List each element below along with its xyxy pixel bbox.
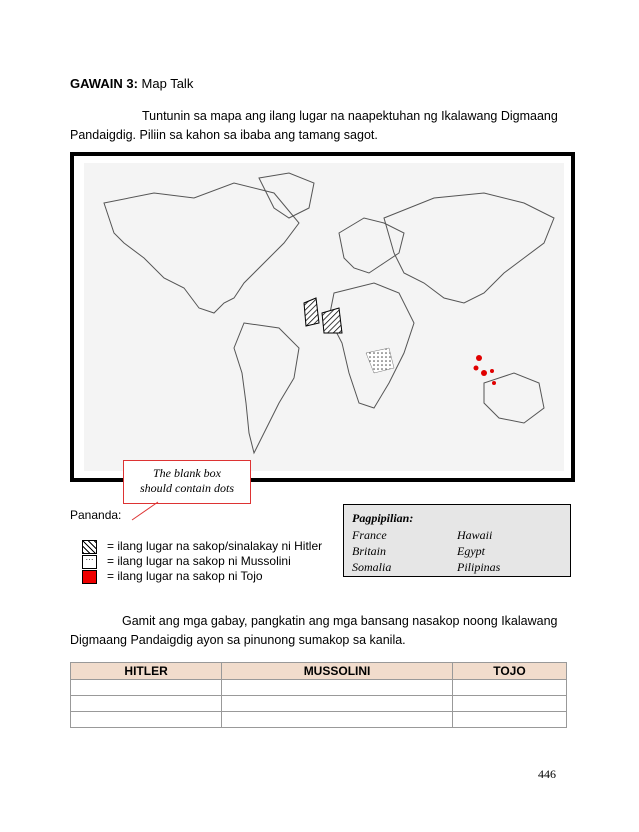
- world-map-drawing: [84, 163, 564, 471]
- legend-tojo: [82, 569, 263, 584]
- world-map: [84, 163, 564, 471]
- legend-mussolini-text: = ilang lugar na sakop ni Mussolini: [107, 554, 291, 568]
- callout-line-1: The blank box: [153, 466, 221, 480]
- column-header-tojo: TOJO: [452, 663, 566, 680]
- callout-note: [123, 460, 251, 504]
- legend-hitler-text: = ilang lugar na sakop/sinalakay ni Hitler: [107, 539, 323, 553]
- legend-tojo-text: = ilang lugar na sakop ni Tojo: [107, 569, 263, 583]
- choices-box: [343, 504, 571, 577]
- answer-cell[interactable]: [222, 712, 453, 728]
- answer-cell[interactable]: [71, 712, 222, 728]
- answer-cell[interactable]: [71, 680, 222, 696]
- dotted-swatch-icon: ···: [82, 555, 97, 569]
- choice-item: Britain: [352, 544, 387, 558]
- callout-pointer: [128, 500, 168, 522]
- table-row: [71, 696, 567, 712]
- choice-item: France: [352, 528, 387, 542]
- callout-line-2: should contain dots: [139, 481, 234, 495]
- table-row: [71, 680, 567, 696]
- answer-cell[interactable]: [222, 680, 453, 696]
- answer-cell[interactable]: [71, 696, 222, 712]
- choice-item: Somalia: [352, 560, 392, 574]
- instructions-text: Tuntunin sa mapa ang ilang lugar na naapektuhan ng Ikalawang Digmaang Pandaigdig. Piliin sa kahon sa ibaba ang tamang sagot.: [70, 109, 558, 142]
- column-header-hitler: HITLER: [71, 663, 222, 680]
- page-number: 446: [538, 767, 556, 781]
- choice-item: Pilipinas: [457, 560, 501, 574]
- hatched-swatch-icon: [82, 540, 97, 554]
- instructions-2-text: Gamit ang mga gabay, pangkatin ang mga bansang nasakop noong Ikalawang Digmaang Pandaigdig ayon sa pinunong sumakop sa kanila.: [70, 614, 558, 647]
- table-row: [71, 712, 567, 728]
- legend-mussolini: [82, 554, 291, 569]
- answer-cell[interactable]: [452, 696, 566, 712]
- choices-header: Pagpipilian:: [352, 511, 414, 525]
- legend-title: Pananda:: [70, 508, 122, 522]
- red-swatch-icon: [82, 570, 97, 584]
- column-header-mussolini: MUSSOLINI: [222, 663, 453, 680]
- answer-table: [70, 662, 567, 728]
- activity-title: Map Talk: [141, 76, 194, 91]
- answer-cell[interactable]: [452, 680, 566, 696]
- answer-cell[interactable]: [222, 696, 453, 712]
- hitler-areas: [304, 298, 342, 333]
- choice-item: Hawaii: [457, 528, 493, 542]
- choice-item: Egypt: [457, 544, 485, 558]
- answer-cell[interactable]: [452, 712, 566, 728]
- legend-hitler: [82, 539, 322, 554]
- activity-heading: [70, 76, 193, 91]
- mussolini-areas: [366, 348, 394, 373]
- world-map-frame: [70, 152, 575, 482]
- activity-label: GAWAIN 3:: [70, 76, 138, 91]
